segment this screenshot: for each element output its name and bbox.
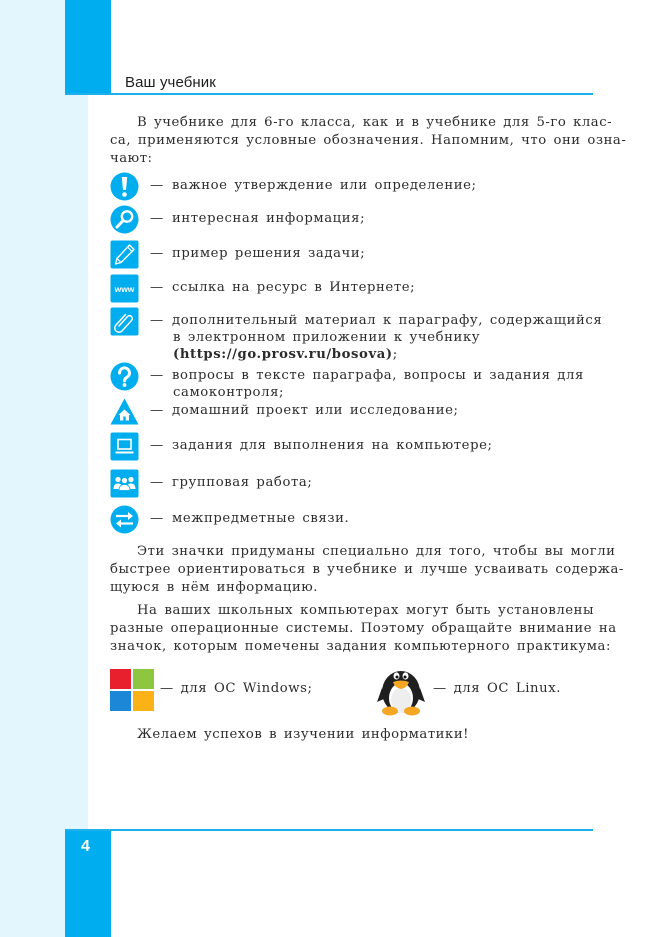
header-accent-block bbox=[65, 0, 111, 95]
paragraph-line: быстрее ориентироваться в учебнике и лучше усваивать содержа- bbox=[110, 562, 624, 577]
page-margin-strip bbox=[0, 95, 88, 829]
paragraph-line: значок, которым помечены задания компьютерного практикума: bbox=[110, 639, 611, 654]
interdisciplinary-arrows-icon bbox=[110, 505, 139, 534]
www-icon bbox=[110, 274, 139, 303]
legend-text: — дополнительный материал к параграфу, содержащийся в электронном приложении к учебнику (https://go.prosv.ru/bosova); bbox=[150, 313, 603, 362]
home-project-icon bbox=[110, 397, 139, 426]
running-header-title: Ваш учебник bbox=[125, 74, 216, 91]
paragraph-line: На ваших школьных компьютерах могут быть установлены bbox=[137, 603, 594, 618]
footer-rule bbox=[65, 829, 593, 831]
pencil-icon bbox=[110, 240, 139, 269]
os-linux-label: — для ОС Linux. bbox=[433, 681, 562, 696]
paragraph-line: разные операционные системы. Поэтому обращайте внимание на bbox=[110, 621, 617, 636]
intro-line: В учебнике для 6-го класса, как и в учебнике для 5-го клас- bbox=[137, 115, 613, 130]
legend-text: — домашний проект или исследование; bbox=[150, 403, 459, 418]
legend-text: — пример решения задачи; bbox=[150, 246, 366, 261]
page-margin-strip-top bbox=[0, 0, 65, 95]
intro-line: чают: bbox=[110, 151, 153, 166]
page-margin-strip-bottom bbox=[0, 829, 65, 937]
linux-tux-icon bbox=[377, 662, 425, 716]
paragraph-icons-purpose bbox=[110, 543, 624, 597]
svg-text:www: www bbox=[114, 284, 135, 294]
question-icon bbox=[110, 362, 139, 391]
page-number: 4 bbox=[81, 838, 90, 855]
os-windows-label: — для ОС Windows; bbox=[160, 681, 313, 696]
paragraph-line: щуюся в нём информацию. bbox=[110, 580, 319, 595]
legend-text: — интересная информация; bbox=[150, 211, 366, 226]
group-work-icon bbox=[110, 469, 139, 498]
magnifier-icon bbox=[110, 205, 139, 234]
intro-paragraph bbox=[110, 114, 627, 168]
paragraph-operating-systems bbox=[110, 602, 617, 656]
computer-icon bbox=[110, 432, 139, 461]
legend-text: — групповая работа; bbox=[150, 475, 313, 490]
paperclip-icon bbox=[110, 307, 139, 336]
legend-text: — ссылка на ресурс в Интернете; bbox=[150, 280, 416, 295]
resource-link[interactable]: (https://go.prosv.ru/bosova) bbox=[173, 347, 393, 362]
paragraph-line: Эти значки придуманы специально для того, чтобы вы могли bbox=[137, 544, 616, 559]
intro-line: са, применяются условные обозначения. Напомним, что они озна- bbox=[110, 133, 627, 148]
header-rule bbox=[65, 93, 593, 95]
legend-text: — межпредметные связи. bbox=[150, 511, 350, 526]
legend-text: — вопросы в тексте параграфа, вопросы и задания для самоконтроля; bbox=[150, 368, 584, 400]
closing-wish: Желаем успехов в изучении информатики! bbox=[137, 727, 470, 742]
windows-logo-icon bbox=[110, 669, 154, 711]
legend-text: — задания для выполнения на компьютере; bbox=[150, 438, 493, 453]
legend-text: — важное утверждение или определение; bbox=[150, 178, 477, 193]
exclamation-icon bbox=[110, 172, 139, 201]
